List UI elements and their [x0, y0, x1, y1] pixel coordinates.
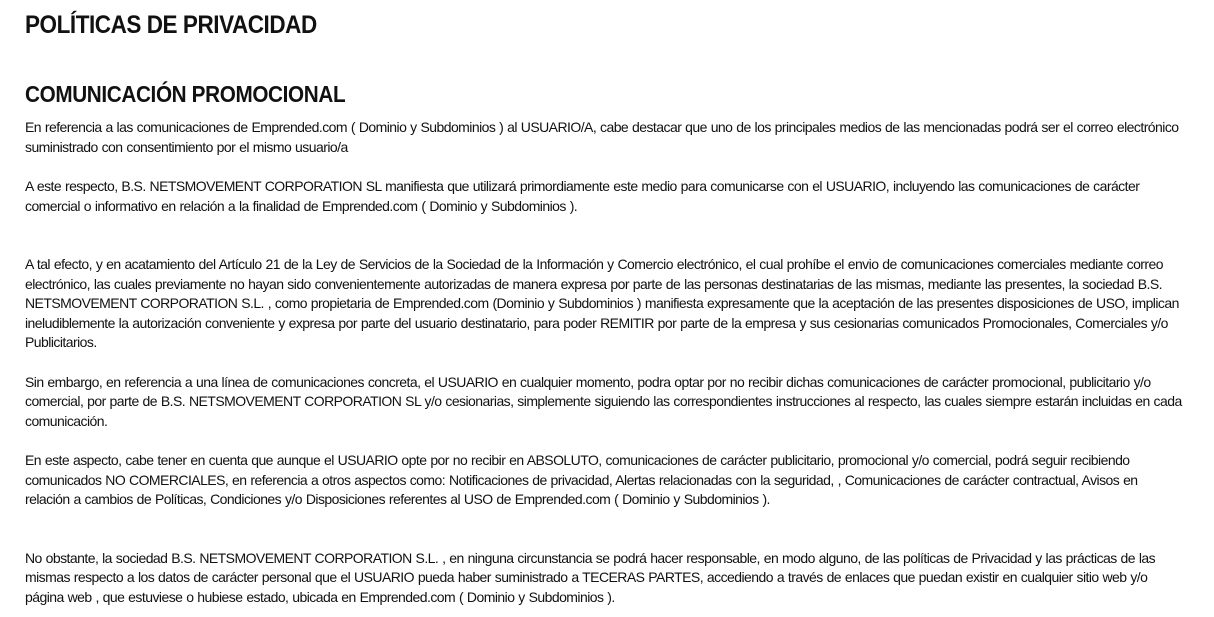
paragraph-opt-out: Sin embargo, en referencia a una línea de comunicaciones concreta, el USUARIO en cualquier momento, podra optar por no recibir dichas comunicaciones de carácter promocional, publicitario y/o comercial, por parte de B.S. NETSMOVEMENT CORPORATION SL y/o cesionarias, simplemente siguiendo las correspondientes instrucciones al respecto, las cuales siempre estarán incluidas en cada comunicación. [25, 373, 1182, 429]
page-title: POLÍTICAS DE PRIVACIDAD [25, 11, 317, 39]
paragraph-legal-authorization: A tal efecto, y en acatamiento del Artículo 21 de la Ley de Servicios de la Sociedad de la Información y Comercio electrónico, el cual prohíbe el envio de comunicaciones comerciales mediante correo electrónico, las cuales previamente no hayan sido convenientemente autorizadas de manera expresa por parte de las personas destinatarias de las mismas, mediante las presentes, la sociedad B.S. NETSMOVEMENT CORPORATION S.L. , como propietaria de Emprended.com (Dominio y Subdominios ) manifiesta expresamente que la aceptación de las presentes disposiciones de USO, implican ineludiblemente la autorización conveniente y expresa por parte del usuario destinatario, para poder REMITIR por parte de la empresa y sus cesionarias comunicados Promocionales, Comerciales y/o Publicitarios. [25, 256, 1179, 350]
section-title: COMUNICACIÓN PROMOCIONAL [25, 81, 346, 107]
paragraph-third-party-disclaimer: No obstante, la sociedad B.S. NETSMOVEMENT CORPORATION S.L. , en ninguna circunstancia se podrá hacer responsable, en modo alguno, de las políticas de Privacidad y las prácticas de las mismas respecto a los datos de carácter personal que el USUARIO pueda haber suministrado a TECERAS PARTES, accediendo a través de enlaces que puedan existir en cualquier sitio web y/o página web , que estuviese o hubiese estado, ubicada en Emprended.com ( Dominio y Subdominios ). [25, 549, 1156, 605]
paragraph-non-commercial-notices: En este aspecto, cabe tener en cuenta que aunque el USUARIO opte por no recibir en ABSOLUTO, comunicaciones de carácter publicitario, promocional y/o comercial, podrá seguir recibiendo comunicados NO COMERCIALES, en referencia a otros aspectos como: Notificaciones de privacidad, Alertas relacionadas con la seguridad, , Comunicaciones de carácter contractual, Avisos en relación a cambios de Políticas, Condiciones y/o Disposiciones referentes al USO de Emprended.com ( Dominio y Subdominios ). [25, 452, 1138, 507]
privacy-policy-document [25, 0, 1185, 607]
paragraph-email-channel: En referencia a las comunicaciones de Emprended.com ( Dominio y Subdominios ) al USUARIO/A, cabe destacar que uno de los principales medios de las mencionadas podrá ser el correo electrónico suministrado con consentimiento por el mismo usuario/a [25, 119, 1179, 155]
paragraph-company-communication: A este respecto, B.S. NETSMOVEMENT CORPORATION SL manifiesta que utilizará primordiamente este medio para comunicarse con el USUARIO, incluyendo las comunicaciones de carácter comercial o informativo en relación a la finalidad de Emprended.com ( Dominio y Subdominios ). [25, 178, 1140, 214]
